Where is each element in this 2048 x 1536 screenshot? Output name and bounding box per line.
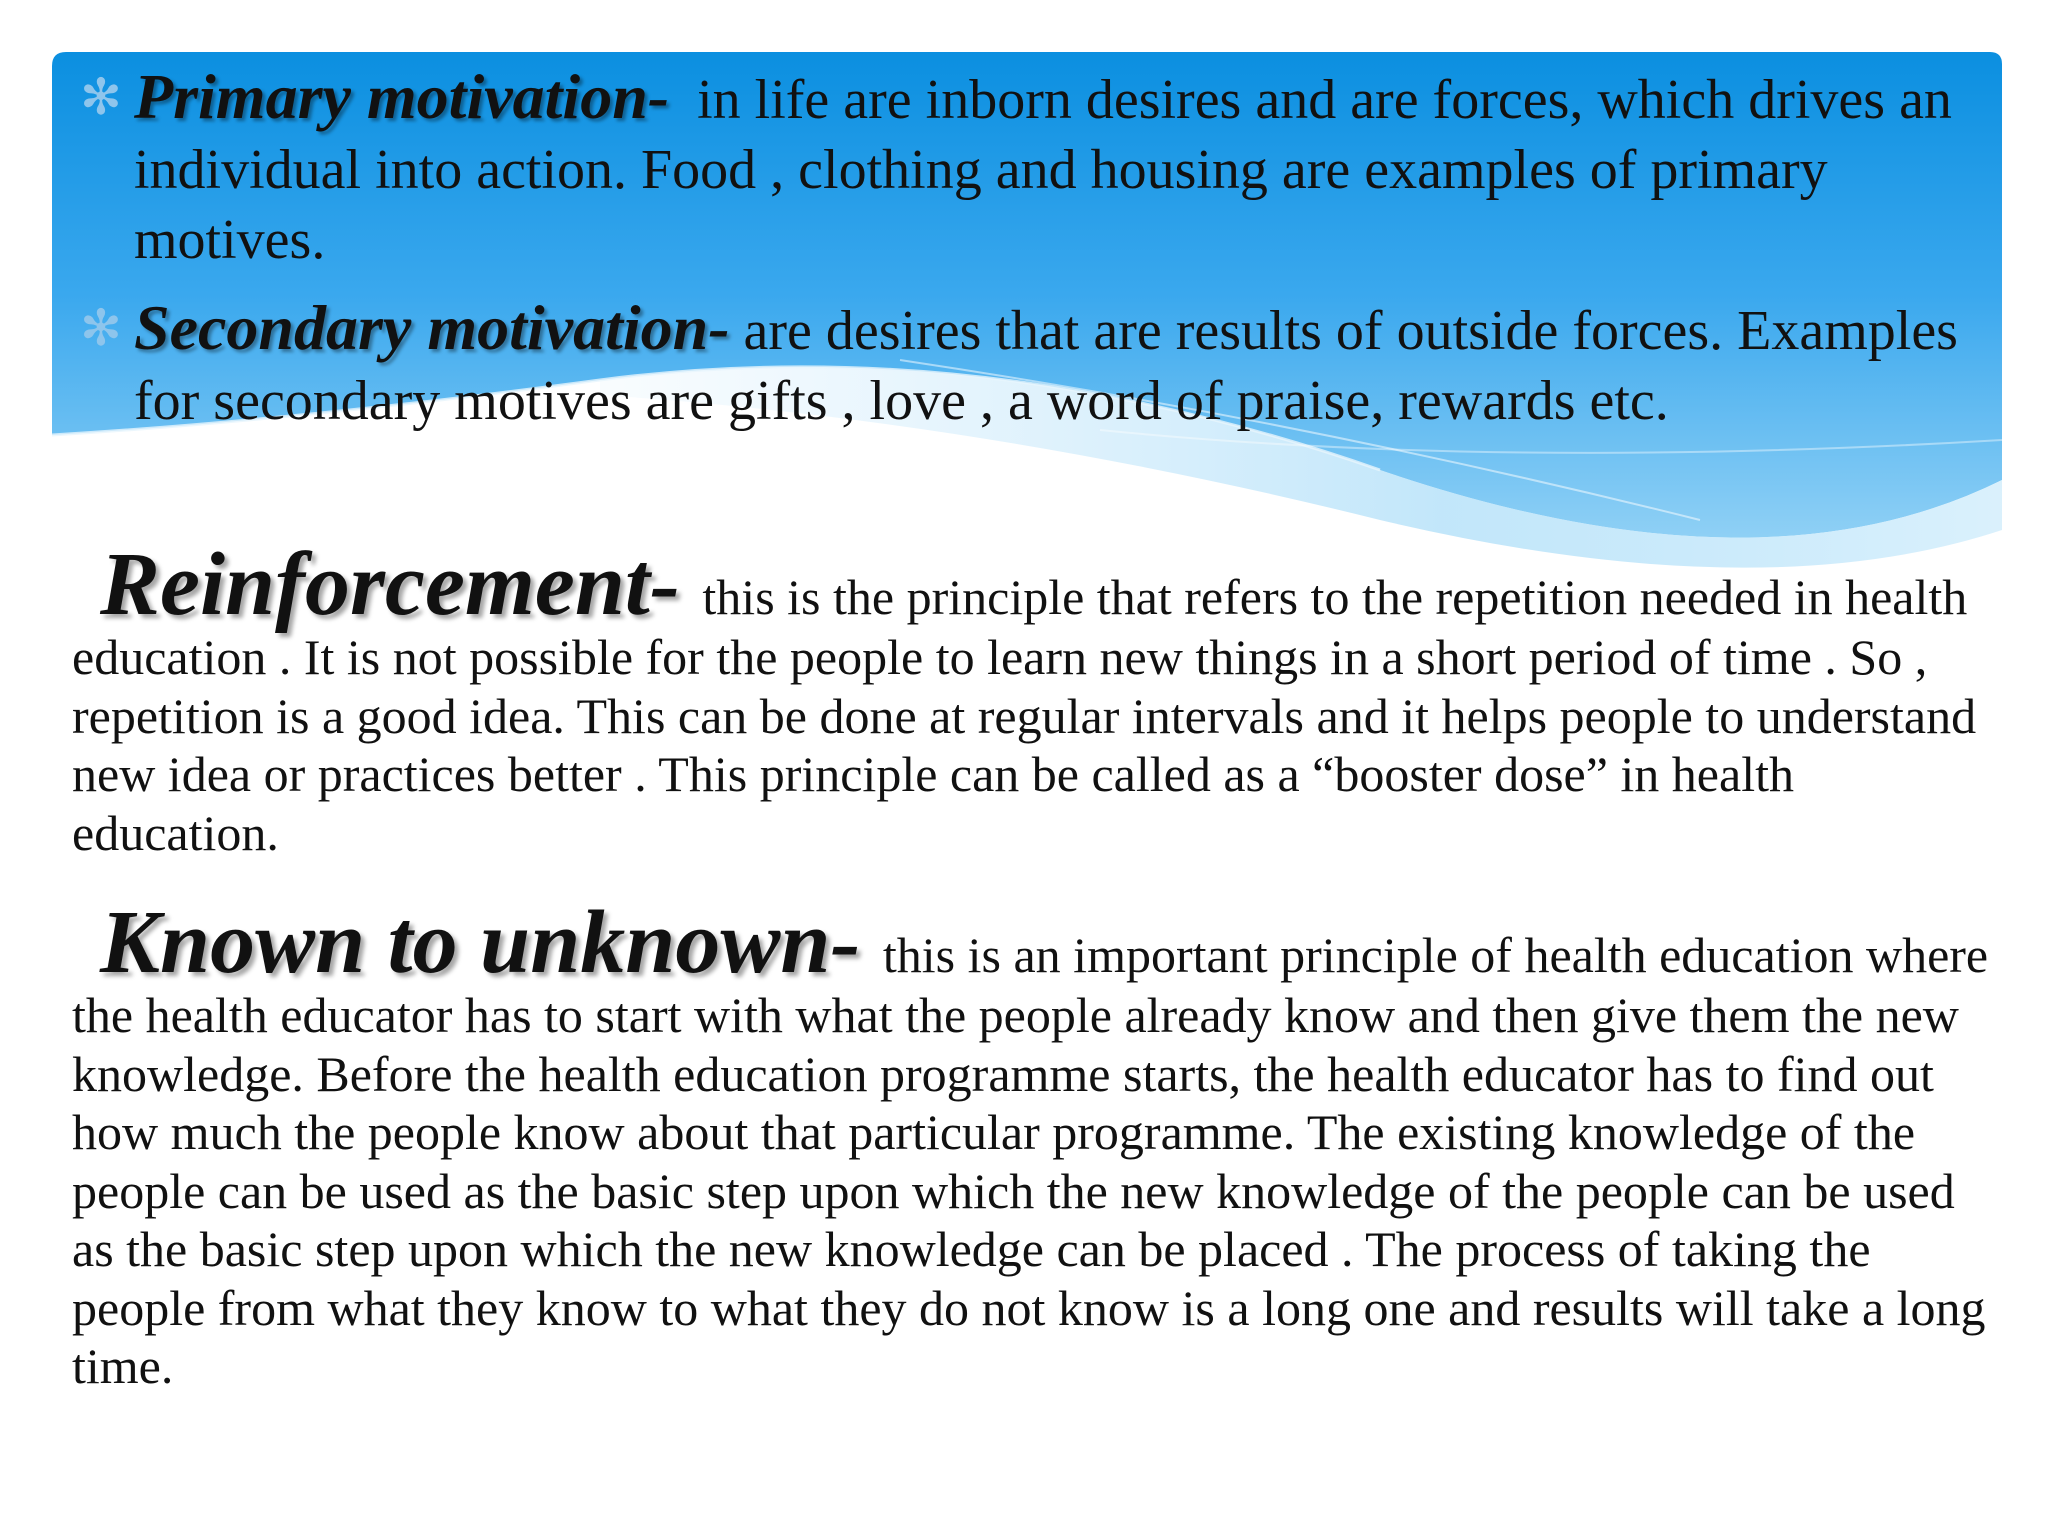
asterisk-bullet-icon: ✻: [80, 300, 122, 356]
bullet-text: in life are inborn desires and are forces, which drives an individual into action. Food , clothing and housing are examples of primary motives.: [134, 69, 1952, 271]
bullet-secondary-motivation: [80, 293, 2010, 436]
bullet-text: are desires that are results of outside forces. Examples for secondary motives are gifts , love , a word of praise, rewards etc.: [134, 300, 1958, 432]
known-to-unknown-text: this is an important principle of health education where the health educator has to start with what the people already know and then give them the new knowledge. Before the health education programme starts, the health educator has to find out how much the people know about that particular programme. The existing knowledge of the people can be used as the basic step upon which the new knowledge of the people can be used as the basic step upon which the new knowledge can be placed . The process of taking the people from what they know to what they do not know is a long one and results will take a long time.: [72, 927, 1989, 1394]
known-to-unknown-heading: Known to unknown-: [100, 893, 861, 992]
bullet-term: Secondary motivation-: [134, 292, 730, 363]
bullet-primary-motivation: [80, 62, 2010, 275]
asterisk-bullet-icon: ✻: [80, 69, 122, 125]
reinforcement-text: this is the principle that refers to the repetition needed in health education . It is not possible for the people to learn new things in a short period of time . So , repetition is a good idea. This can be done at regular intervals and it helps people to understand new idea or practices better . This principle can be called as a “booster dose” in health education.: [72, 569, 1977, 861]
reinforcement-heading: Reinforcement-: [100, 535, 680, 634]
reinforcement-paragraph: [72, 535, 2002, 862]
known-to-unknown-paragraph: [72, 893, 2002, 1396]
bullet-list: [80, 62, 2010, 454]
bullet-term: Primary motivation-: [134, 61, 670, 132]
